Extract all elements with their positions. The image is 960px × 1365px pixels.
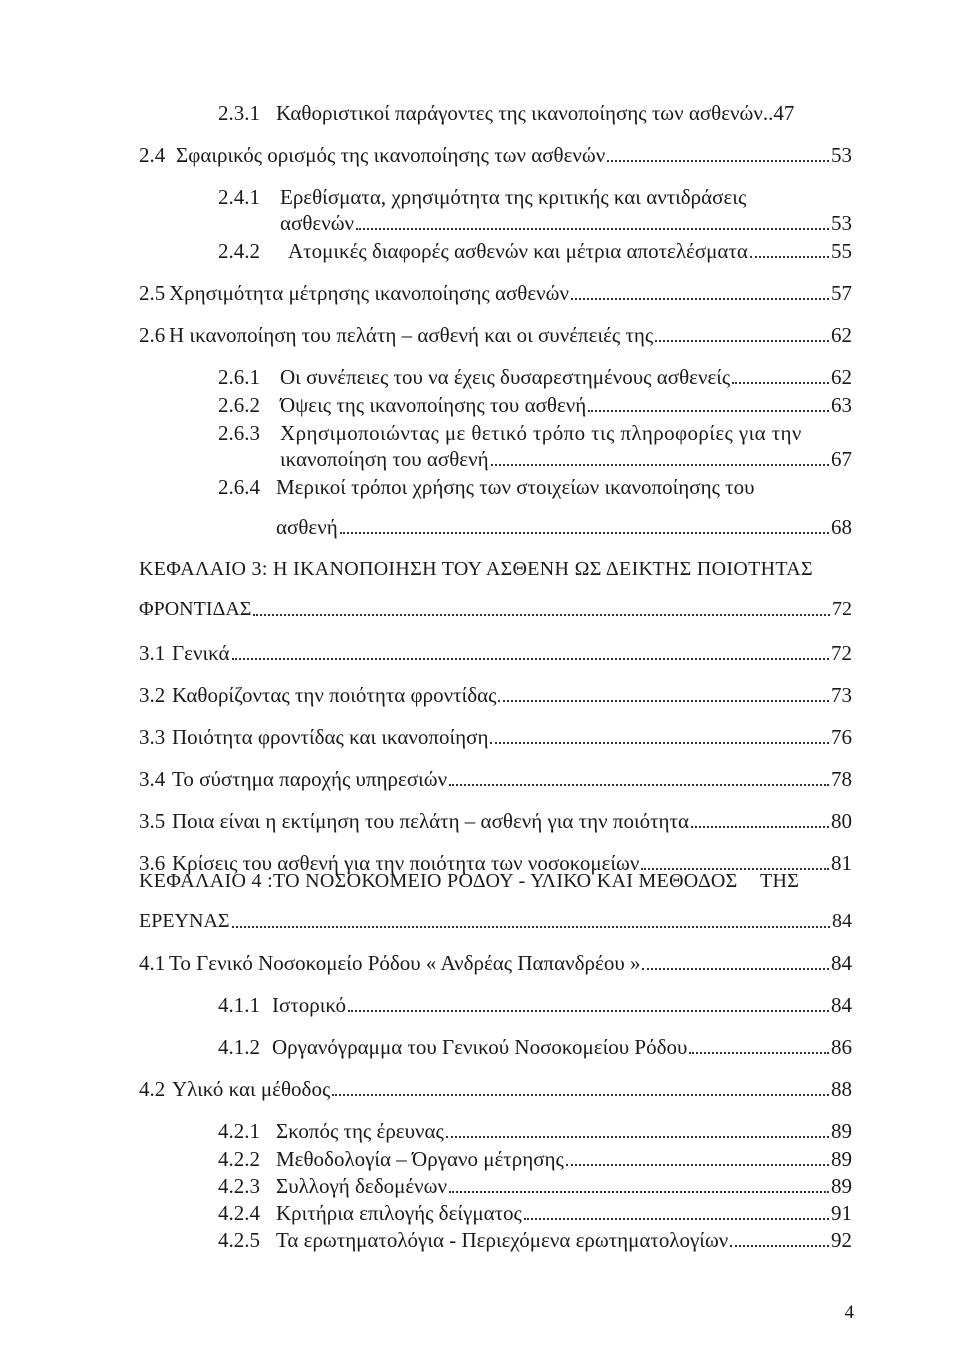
page-number: 4	[844, 1302, 854, 1323]
entry-title: Ατομικές διαφορές ασθενών και μέτρια αποτελέσματα	[288, 239, 748, 263]
entry-title: Ποιότητα φροντίδας και ικανοποίηση	[172, 725, 489, 749]
entry-page: 53	[831, 211, 852, 235]
entry-title: Κρίσεις του ασθενή για την ποιότητα των νοσοκομείων	[172, 851, 640, 875]
entry-title: Τα ερωτηματολόγια - Περιεχόμενα ερωτηματολογίων	[276, 1228, 729, 1252]
entry-page: 81	[831, 851, 852, 875]
toc-entry-3-4	[139, 766, 852, 792]
leader-dots	[491, 464, 829, 466]
entry-title: Οι συνέπειες του να έχεις δυσαρεστημένους ασθενείς	[280, 365, 731, 389]
entry-number: 3.3	[139, 725, 166, 749]
leader-dots	[232, 926, 830, 928]
entry-page: 91	[831, 1201, 852, 1225]
leader-dots	[498, 700, 829, 702]
entry-number: 2.6.4	[218, 475, 260, 499]
entry-page: 53	[831, 143, 852, 167]
entry-page: 47	[773, 101, 795, 125]
entry-number: 3.1	[139, 641, 166, 665]
chapter-3-heading-line2	[139, 596, 852, 622]
entry-page: 55	[831, 239, 852, 263]
leader-dots	[750, 256, 829, 258]
entry-title: Καθορίζοντας την ποιότητα φροντίδας	[172, 683, 497, 707]
toc-entry-3-1	[139, 640, 852, 666]
toc-entry-2-4-2	[218, 238, 852, 264]
entry-page: 89	[831, 1119, 852, 1143]
leader-dots	[356, 228, 829, 230]
entry-number: 2.6.1	[218, 365, 260, 389]
toc-entry-4-2-4	[218, 1200, 852, 1226]
entry-page: 57	[831, 281, 852, 305]
leader-dots	[588, 410, 829, 412]
entry-page: 86	[831, 1035, 852, 1059]
entry-number: 4.1.1	[218, 993, 260, 1017]
entry-page: 72	[832, 598, 852, 620]
leader-dots	[689, 1052, 829, 1054]
toc-entry-2-6-3-line2	[280, 446, 852, 472]
entry-page: 63	[831, 393, 852, 417]
toc-entry-3-5	[139, 808, 852, 834]
entry-page: 80	[831, 809, 852, 833]
entry-title: Όψεις της ικανοποίησης του ασθενή	[280, 393, 587, 417]
entry-page: 76	[831, 725, 852, 749]
leader-dots	[332, 1094, 829, 1096]
toc-entry-2-4-1-line2	[280, 210, 852, 236]
entry-page: 78	[831, 767, 852, 791]
leader-dots	[348, 1010, 829, 1012]
leader-dots	[340, 532, 829, 534]
toc-entry-2-6	[139, 322, 852, 348]
entry-page: 89	[831, 1174, 852, 1198]
leader-dots	[446, 1136, 829, 1138]
leader-dots	[730, 1245, 829, 1247]
entry-number: 4.2.1	[218, 1119, 260, 1143]
toc-entry-4-2-3	[218, 1173, 852, 1199]
entry-number: 3.4	[139, 767, 166, 791]
chapter-4-heading: ΚΕΦΑΛΑΙΟ 4 :ΤΟ ΝΟΣΟΚΟΜΕΙΟ ΡΟΔΟΥ - ΥΛΙΚΟ ΚΑΙ ΜΕΘΟΔΟΣ	[139, 870, 738, 892]
entry-number: 3.6	[139, 851, 166, 875]
toc-entry-3-2	[139, 682, 852, 708]
entry-page: 72	[831, 641, 852, 665]
entry-title: Σκοπός της έρευνας	[276, 1119, 444, 1143]
leader-dots	[691, 826, 829, 828]
leader-dots	[642, 968, 829, 970]
entry-title: Καθοριστικοί παράγοντες της ικανοποίησης των ασθενών..	[276, 101, 774, 125]
entry-number: 4.2.5	[218, 1228, 260, 1252]
entry-title: Χρησιμότητα μέτρησης ικανοποίησης ασθενών	[169, 281, 569, 305]
entry-number: 4.2.2	[218, 1147, 260, 1171]
leader-dots	[490, 742, 829, 744]
entry-title: Συλλογή δεδομένων	[276, 1174, 447, 1198]
entry-number: 2.6.3	[218, 421, 260, 445]
entry-title: Οργανόγραμμα του Γενικού Νοσοκομείου Ρόδου	[272, 1035, 688, 1059]
entry-page: 84	[832, 910, 852, 932]
leader-dots	[732, 382, 829, 384]
entry-page: 92	[831, 1228, 852, 1252]
toc-entry-4-1	[139, 950, 852, 976]
entry-number: 4.2	[139, 1077, 166, 1101]
entry-title: Ιστορικό	[272, 993, 347, 1017]
leader-dots	[232, 658, 829, 660]
toc-entry-4-1-2	[218, 1034, 852, 1060]
entry-title: Ερεθίσματα, χρησιμότητα της κριτικής και αντιδράσεις	[280, 185, 747, 209]
toc-entry-2-3-1	[218, 100, 852, 126]
entry-page: 73	[831, 683, 852, 707]
entry-number: 2.4	[139, 143, 166, 167]
entry-title: Το Γενικό Νοσοκομείο Ρόδου « Ανδρέας Παπανδρέου »	[169, 951, 641, 975]
leader-dots	[607, 160, 829, 162]
chapter-4-heading-line2	[139, 908, 852, 934]
entry-title: Η ικανοποίηση του πελάτη – ασθενή και οι συνέπειές της	[169, 323, 654, 347]
entry-title-continued: ΕΡΕΥΝΑΣ	[139, 910, 230, 932]
toc-entry-2-6-2	[218, 392, 852, 418]
toc-entry-4-2-5	[218, 1227, 852, 1253]
entry-title: Χρησιμοποιώντας με θετικό τρόπο τις πληροφορίες για την	[280, 421, 802, 445]
toc-entry-2-6-1	[218, 364, 852, 390]
toc-entry-2-6-3-line1	[218, 420, 802, 446]
entry-number: 3.5	[139, 809, 166, 833]
toc-entry-3-3	[139, 724, 852, 750]
entry-page: 62	[831, 365, 852, 389]
entry-number: 4.1	[139, 951, 166, 975]
entry-page: 67	[831, 447, 852, 471]
entry-number: 2.4.2	[218, 239, 260, 263]
leader-dots	[566, 1164, 829, 1166]
leader-dots	[655, 340, 829, 342]
toc-entry-4-2	[139, 1076, 852, 1102]
entry-page: 84	[831, 951, 852, 975]
entry-page: 62	[831, 323, 852, 347]
entry-number: 2.6.2	[218, 393, 260, 417]
leader-dots	[449, 1191, 829, 1193]
toc-entry-2-5	[139, 280, 852, 306]
toc-entry-4-1-1	[218, 992, 852, 1018]
entry-title-continued: ικανοποίηση του ασθενή	[280, 447, 489, 471]
entry-title-continued: ΦΡΟΝΤΙΔΑΣ	[139, 598, 252, 620]
entry-title: Σφαιρικός ορισμός της ικανοποίησης των ασθενών	[176, 143, 606, 167]
entry-page: 89	[831, 1147, 852, 1171]
entry-page: 68	[831, 515, 852, 539]
entry-title: Μεθοδολογία – Όργανο μέτρησης	[276, 1147, 564, 1171]
leader-dots	[449, 784, 829, 786]
entry-page: 88	[831, 1077, 852, 1101]
chapter-3-heading: ΚΕΦΑΛΑΙΟ 3: Η ΙΚΑΝΟΠΟΙΗΣΗ ΤΟΥ ΑΣΘΕΝΗ ΩΣ ΔΕΙΚΤΗΣ ΠΟΙΟΤΗΤΑΣ	[139, 558, 813, 580]
entry-title: Κριτήρια επιλογής δείγματος	[276, 1201, 522, 1225]
toc-entry-2-6-4-line2	[276, 514, 852, 540]
toc-entry-2-6-4-line1	[218, 474, 754, 500]
entry-number: 3.2	[139, 683, 166, 707]
entry-title: Υλικό και μέθοδος	[172, 1077, 331, 1101]
entry-title: Μερικοί τρόποι χρήσης των στοιχείων ικανοποίησης του	[276, 475, 755, 499]
entry-number: 2.5	[139, 281, 166, 305]
toc-entry-4-2-1	[218, 1118, 852, 1144]
entry-title: Γενικά	[172, 641, 230, 665]
entry-page: 84	[831, 993, 852, 1017]
entry-number: 4.2.3	[218, 1174, 260, 1198]
entry-number: 4.2.4	[218, 1201, 260, 1225]
leader-dots	[524, 1218, 829, 1220]
entry-number: 2.3.1	[218, 101, 260, 125]
toc-entry-2-4	[139, 142, 852, 168]
entry-number: 2.4.1	[218, 185, 260, 209]
toc-entry-2-4-1-line1	[218, 184, 746, 210]
entry-title: Ποια είναι η εκτίμηση του πελάτη – ασθενή για την ποιότητα	[172, 809, 689, 833]
chapter-4-heading-end: ΤΗΣ	[760, 870, 800, 892]
entry-title-continued: ασθενών	[280, 211, 355, 235]
leader-dots	[571, 298, 829, 300]
entry-number: 2.6	[139, 323, 166, 347]
leader-dots	[253, 614, 830, 616]
toc-entry-4-2-2	[218, 1146, 852, 1172]
entry-title-continued: ασθενή	[276, 515, 338, 539]
entry-number: 4.1.2	[218, 1035, 260, 1059]
entry-title: Το σύστημα παροχής υπηρεσιών	[172, 767, 448, 791]
